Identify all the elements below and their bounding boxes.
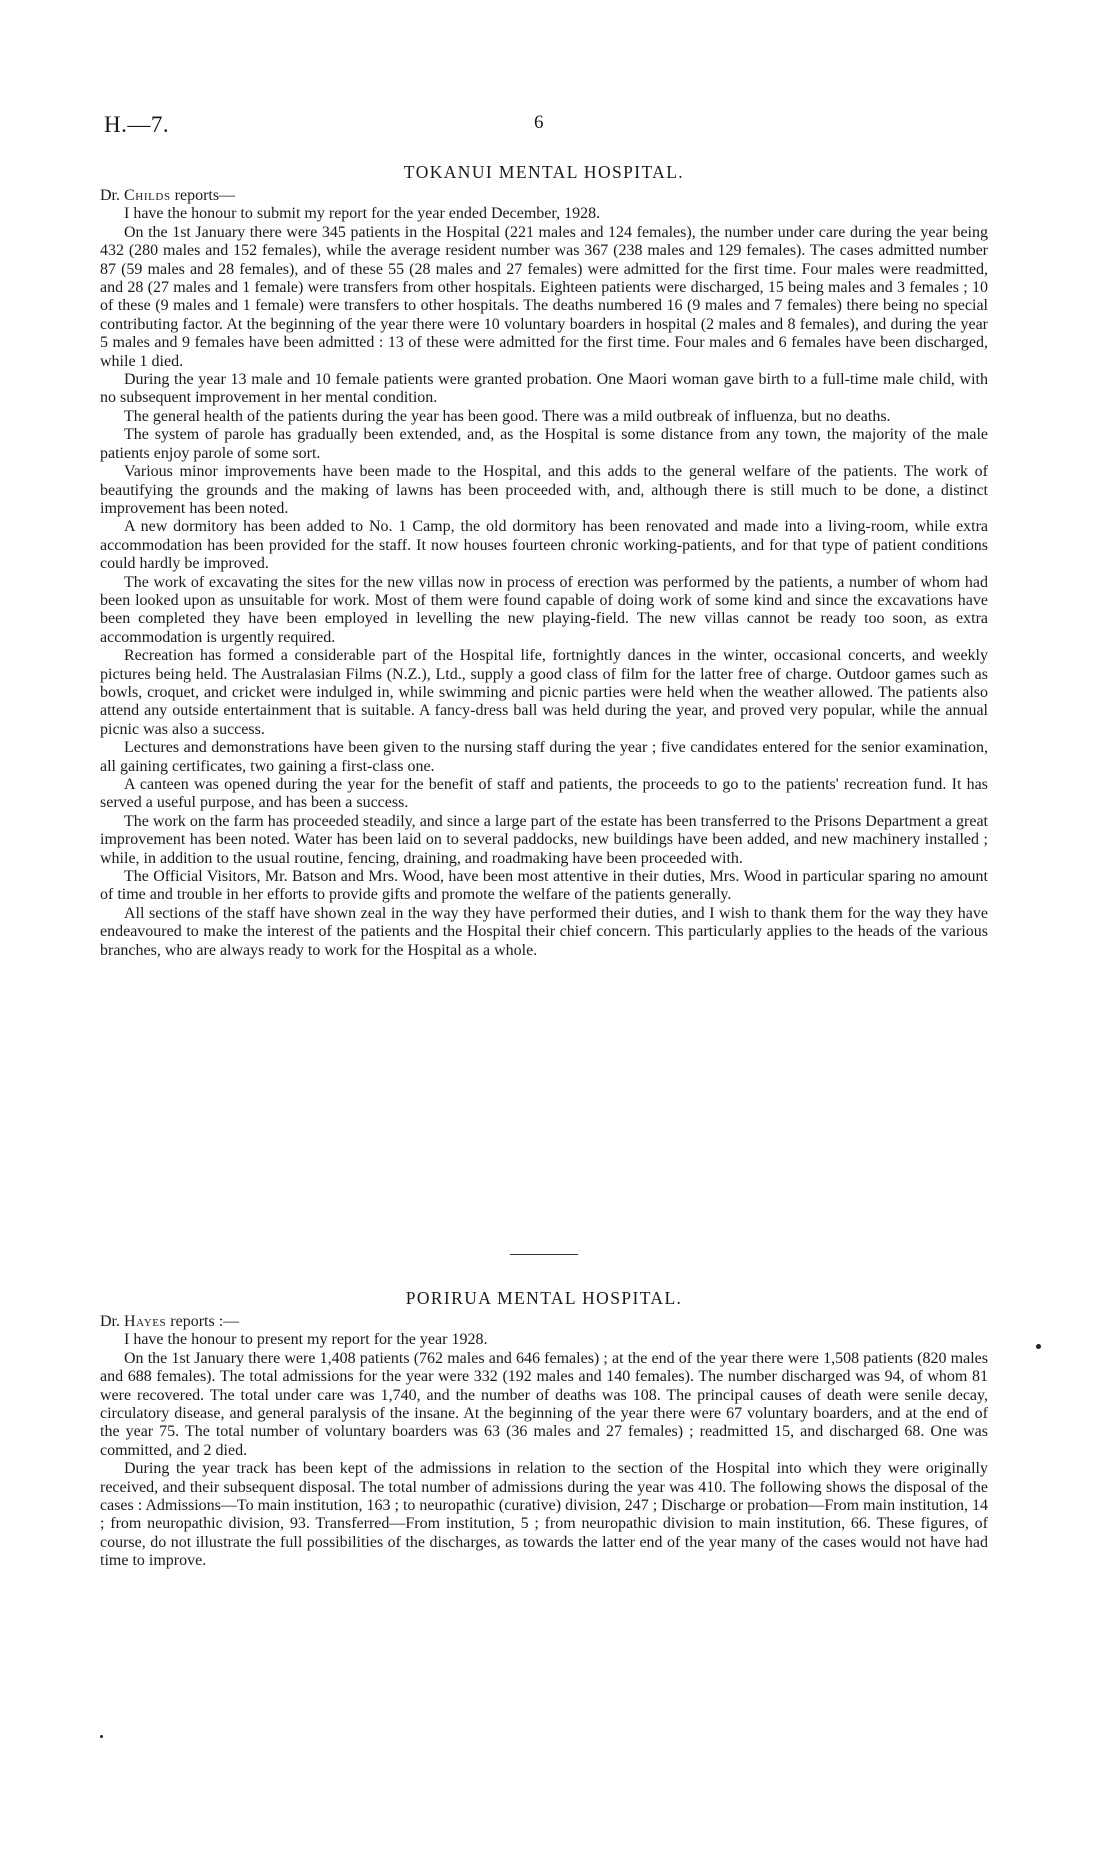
reporter-name: Childs	[124, 187, 171, 204]
tokanui-paragraph-5: The system of parole has gradually been extended, and, as the Hospital is some distance from any town, the majority of the male patients enjoy parole of some sort.	[100, 426, 988, 462]
porirua-paragraph-3: During the year track has been kept of the admissions in relation to the section of the Hospital into which they were originally received, and their subsequent disposal. The total number of admissions during the year was 410. The following shows the disposal of the cases : Admissions—To main institution, 163 ; to neuropathic (curative) division, 247 ; Discharge or probation—From main institution, 14 ; from neuropathic division, 93. Transferred—From institution, 5 ; from neuropathic division to main institution, 66. These figures, of course, do not illustrate the full possibilities of the discharges, as towards the latter end of the year many of the cases would not have had time to improve.	[100, 1460, 988, 1570]
reporter-suffix: reports :—	[166, 1313, 240, 1330]
tokanui-paragraph-14: All sections of the staff have shown zeal in the way they have performed their duties, and I wish to thank them for the way they have endeavoured to make the interest of the patients and the Hospital their chief concern. This particularly applies to the heads of the various branches, who are always ready to work for the Hospital as a whole.	[100, 904, 988, 959]
porirua-paragraph-1: I have the honour to present my report for the year 1928.	[124, 1331, 488, 1349]
tokanui-paragraph-12: The work on the farm has proceeded steadily, and since a large part of the estate has been transferred to the Prisons Department a great improvement has been noted. Water has been laid on to several paddocks, new buildings have been added, and new machinery installed ; while, in addition to the usual routine, fencing, draining, and roadmaking have been proceeded with.	[100, 812, 988, 867]
reporter-name: Hayes	[124, 1313, 167, 1330]
reporter-suffix: reports—	[170, 187, 236, 204]
porirua-section	[100, 1288, 988, 1571]
tokanui-paragraph-10: Lectures and demonstrations have been given to the nursing staff during the year ; five candidates entered for the senior examination, all gaining certificates, two gaining a first-class one.	[100, 739, 988, 775]
tokanui-reporter-line	[100, 187, 988, 205]
tokanui-section	[100, 162, 988, 960]
tokanui-paragraph-1: I have the honour to submit my report for the year ended December, 1928.	[124, 205, 601, 223]
scan-speck	[1036, 1344, 1041, 1349]
tokanui-paragraph-11: A canteen was opened during the year for the benefit of staff and patients, the proceeds to go to the patients' recreation fund. It has served a useful purpose, and has been a success.	[100, 776, 988, 812]
reporter-prefix: Dr.	[100, 1313, 124, 1330]
tokanui-paragraph-2: On the 1st January there were 345 patients in the Hospital (221 males and 124 females), the number under care during the year being 432 (280 males and 152 females), while the average resident number was 367 (238 males and 129 females). The cases admitted number 87 (59 males and 28 females), and of these 55 (28 males and 27 females) were admitted for the first time. Four males were readmitted, and 28 (27 males and 1 female) were transfers from other hospitals. Eighteen patients were discharged, 15 being males and 3 females ; 10 of these (9 males and 1 female) were transfers to other hospitals. The deaths numbered 16 (9 males and 7 females) there being no special contributing factor. At the beginning of the year there were 10 voluntary boarders in hospital (2 males and 8 females), and during the year 5 males and 9 females have been admitted : 13 of these were admitted for the first time. Four males and 6 females have been discharged, while 1 died.	[100, 223, 988, 370]
porirua-reporter-line	[100, 1313, 988, 1331]
porirua-title: PORIRUA MENTAL HOSPITAL.	[405, 1288, 683, 1308]
reporter-prefix: Dr.	[100, 187, 124, 204]
section-divider	[510, 1254, 578, 1255]
scan-speck	[100, 1735, 103, 1738]
tokanui-title: TOKANUI MENTAL HOSPITAL.	[403, 162, 685, 182]
tokanui-paragraph-7: A new dormitory has been added to No. 1 Camp, the old dormitory has been renovated and made into a living-room, while extra accommodation has been provided for the staff. It now houses fourteen chronic working-patients, and for that type of patient conditions could hardly be improved.	[100, 518, 988, 573]
page-number: 6	[534, 112, 544, 133]
porirua-paragraph-2: On the 1st January there were 1,408 patients (762 males and 646 females) ; at the end of the year there were 1,508 patients (820 males and 688 females). The total admissions for the year were 332 (192 males and 140 females). The number discharged was 94, of whom 81 were recovered. The total under care was 1,740, and the number of deaths was 108. The principal causes of death were senile decay, circulatory disease, and general paralysis of the insane. At the beginning of the year there were 67 voluntary boarders, and at the end of the year 75. The total number of voluntary boarders was 63 (36 males and 27 females) ; readmitted 15, and discharged 68. One was committed, and 2 died.	[100, 1349, 988, 1459]
tokanui-paragraph-9: Recreation has formed a considerable part of the Hospital life, fortnightly dances in the winter, occasional concerts, and weekly pictures being held. The Australasian Films (N.Z.), Ltd., supply a good class of film for the latter free of charge. Outdoor games such as bowls, croquet, and cricket were indulged in, while swimming and picnic parties were held when the weather allowed. The patients also attend any outside entertainment that is suitable. A fancy-dress ball was held during the year, and proved very popular, while the annual picnic was also a success.	[100, 647, 988, 738]
tokanui-paragraph-13: The Official Visitors, Mr. Batson and Mrs. Wood, have been most attentive in their duties, Mrs. Wood in particular sparing no amount of time and trouble in her efforts to provide gifts and promote the welfare of the patients generally.	[100, 868, 988, 904]
tokanui-paragraph-4: The general health of the patients during the year has been good. There was a mild outbreak of influenza, but no deaths.	[124, 407, 891, 425]
tokanui-paragraph-3: During the year 13 male and 10 female patients were granted probation. One Maori woman gave birth to a full-time male child, with no subsequent improvement in her mental condition.	[100, 371, 988, 407]
tokanui-paragraph-6: Various minor improvements have been made to the Hospital, and this adds to the general welfare of the patients. The work of beautifying the grounds and the making of lawns has been proceeded with, and, although there is still much to be done, a distinct improvement has been noted.	[100, 463, 988, 517]
tokanui-paragraph-8: The work of excavating the sites for the new villas now in process of erection was performed by the patients, a number of whom had been looked upon as unsuitable for work. Most of them were found capable of doing work of some kind and since the excavations have been completed they have been employed in levelling the new playing-field. The new villas cannot be ready too soon, as extra accommodation is urgently required.	[100, 573, 988, 646]
running-head	[104, 112, 984, 138]
page-id: H.—7.	[104, 112, 170, 137]
